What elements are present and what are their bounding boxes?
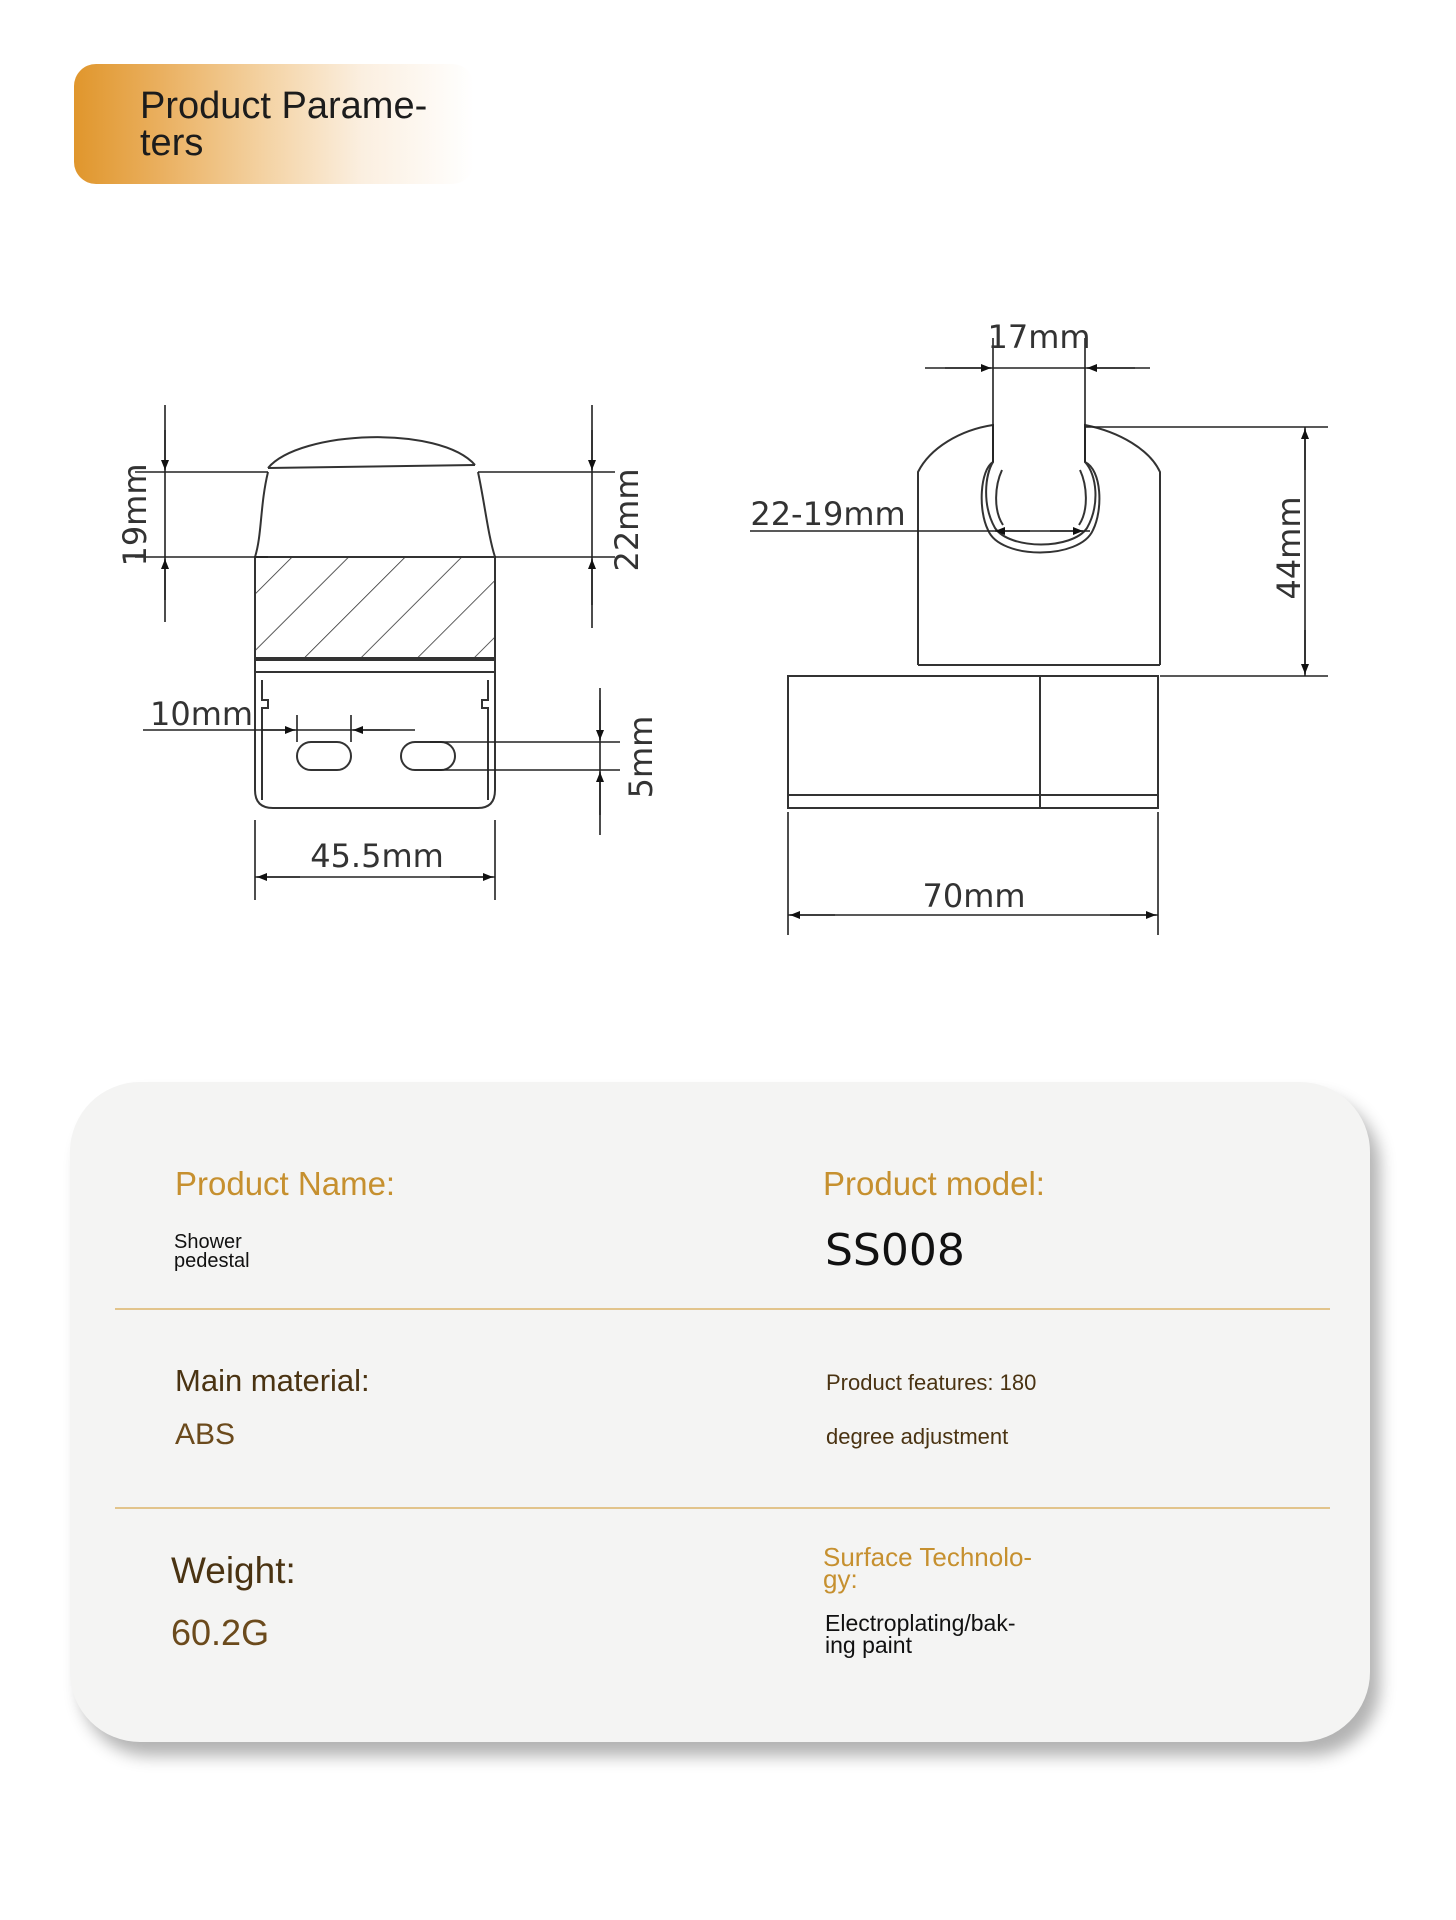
dim-label-44mm: 44mm <box>1270 496 1308 600</box>
main-material-label: Main material: <box>175 1363 370 1398</box>
weight-label: Weight: <box>171 1550 296 1591</box>
weight-value: 60.2G <box>171 1612 270 1653</box>
side-view-clamp-inner <box>986 462 1095 545</box>
front-view-neck <box>255 472 495 557</box>
side-view <box>788 425 1160 808</box>
product-name-value: Shower pedestal <box>174 1231 250 1272</box>
front-view-slot-left <box>297 742 351 770</box>
side-view-base <box>788 676 1158 808</box>
front-view <box>255 437 495 808</box>
front-view-cap <box>268 437 475 468</box>
dim-label-22-19mm: 22-19mm <box>750 495 906 533</box>
dim-label-10mm: 10mm <box>150 695 254 733</box>
dim-label-19mm: 19mm <box>116 463 154 567</box>
product-features-line-1: Product features: 180 <box>826 1370 1037 1395</box>
surface-technology-label: Surface Technolo- gy: <box>823 1542 1033 1594</box>
divider-1 <box>115 1308 1330 1310</box>
page-title: Product Parame- ters <box>140 85 428 164</box>
dim-label-5mm: 5mm <box>622 715 660 799</box>
main-material-value: ABS <box>175 1418 236 1451</box>
product-model-label: Product model: <box>823 1165 1045 1202</box>
front-view-slot-right <box>401 742 455 770</box>
product-model-value: SS008 <box>825 1225 965 1276</box>
surface-technology-value: Electroplating/bak- ing paint <box>825 1610 1016 1658</box>
dim-label-70mm: 70mm <box>922 877 1026 915</box>
dim-label-17mm: 17mm <box>987 318 1091 356</box>
divider-2 <box>115 1507 1330 1509</box>
product-features-line-2: degree adjustment <box>826 1424 1009 1449</box>
side-view-dimensions <box>750 338 1328 935</box>
dim-label-22mm: 22mm <box>608 468 646 572</box>
product-name-label: Product Name: <box>175 1165 396 1202</box>
front-view-base <box>255 672 495 808</box>
dim-label-45-5mm: 45.5mm <box>310 837 444 875</box>
